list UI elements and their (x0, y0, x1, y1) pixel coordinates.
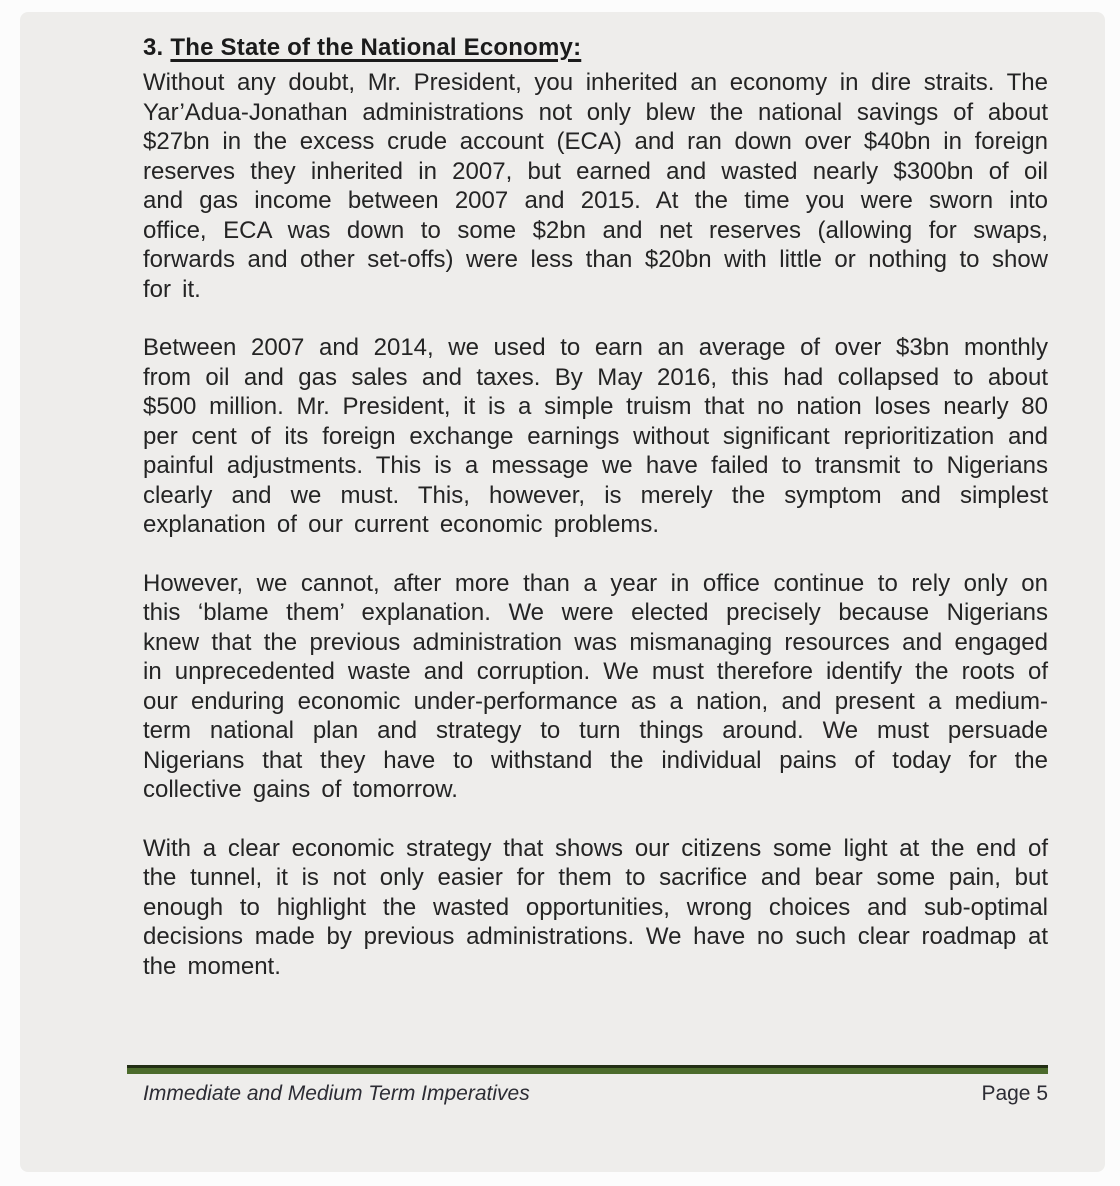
paragraph-blame-them: However, we cannot, after more than a year in office continue to rely only on this ‘blame them’ explanation. We were elected precisely because Nigerians knew that the previous administration was mismanaging resources and engaged in unprecedented waste and corruption. We must therefore identify the roots of our enduring economic under-performance as a nation, and present a medium-term national plan and strategy to turn things around. We must persuade Nigerians that they have to withstand the individual pains of today for the collective gains of tomorrow. (143, 569, 1048, 803)
document-content (143, 34, 1048, 1010)
footer (143, 1082, 1048, 1106)
paragraph-economy-inherited: Without any doubt, Mr. President, you inherited an economy in dire straits. The Yar’Adua-Jonathan administrations not only blew the national savings of about $27bn in the excess crude account (ECA) and ran down over $40bn in foreign reserves they inherited in 2007, but earned and wasted nearly $300bn of oil and gas income between 2007 and 2015. At the time you were sworn into office, ECA was down to some $2bn and net reserves (allowing for swaps, forwards and other set-offs) were less than $20bn with little or nothing to show for it. (143, 69, 1048, 303)
footer-divider-bar (127, 1065, 1048, 1074)
footer-document-title: Immediate and Medium Term Imperatives (143, 1082, 530, 1105)
document-page (20, 12, 1105, 1172)
section-heading (143, 34, 1048, 62)
paragraph-oil-revenue-collapse: Between 2007 and 2014, we used to earn an average of over $3bn monthly from oil and gas sales and taxes. By May 2016, this had collapsed to about $500 million. Mr. President, it is a simple truism that no nation loses nearly 80 per cent of its foreign exchange earnings without significant reprioritization and painful adjustments. This is a message we have failed to transmit to Nigerians clearly and we must. This, however, is merely the symptom and simplest explanation of our current economic problems. (143, 334, 1048, 538)
paragraph-clear-strategy: With a clear economic strategy that shows our citizens some light at the end of the tunnel, it is not only easier for them to sacrifice and bear some pain, but enough to highlight the wasted opportunities, wrong choices and sub-optimal decisions made by previous administrations. We have no such clear roadmap at the moment. (143, 834, 1048, 980)
section-number: 3. (143, 34, 164, 61)
section-title: The State of the National Economy: (170, 34, 582, 61)
footer-page-number: Page 5 (981, 1082, 1048, 1105)
